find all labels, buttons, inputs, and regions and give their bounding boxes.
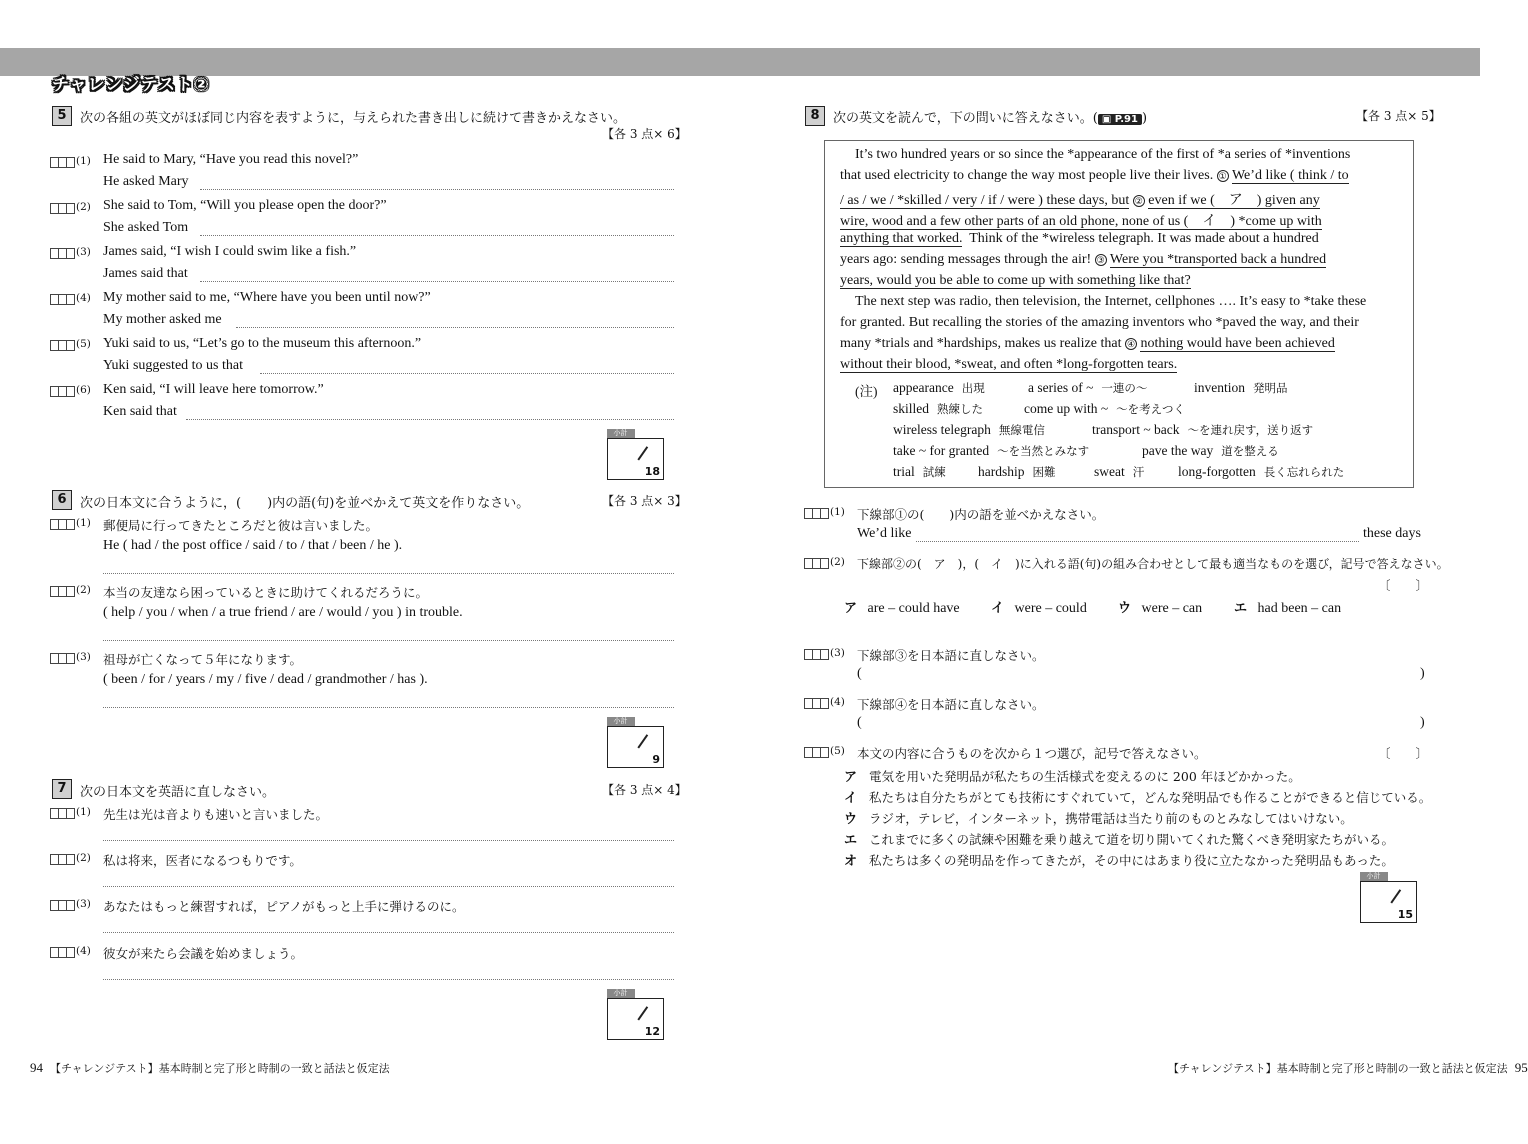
option: ア 電気を用いた発明品が私たちの生活様式を変えるのに 200 年ほどかかった。 <box>844 769 1301 785</box>
answer-paren-open[interactable]: ( <box>857 666 862 681</box>
item-number: (1) <box>76 155 91 167</box>
check-boxes[interactable] <box>50 900 74 911</box>
japanese-sentence: 先生は光は音よりも速いと言いました。 <box>103 807 329 822</box>
subtotal-value: 18 <box>644 465 660 478</box>
check-boxes[interactable] <box>50 808 74 819</box>
check-boxes[interactable] <box>50 586 74 597</box>
japanese-sentence: 郵便局に行ってきたところだと彼は言いました。 <box>103 518 379 533</box>
item-number: (1) <box>830 506 845 518</box>
question-text: Yuki said to us, “Let’s go to the museum this afternoon.” <box>103 336 422 351</box>
item-number: (5) <box>76 338 91 350</box>
question-8-points: 【各 3 点× 5】 <box>1356 109 1441 123</box>
answer-line[interactable] <box>916 541 1359 542</box>
word-order-prompt: ( been / for / years / my / five / dead / grandmother / has ). <box>103 672 428 687</box>
sub-question-text: 本文の内容に合うものを次から１つ選び，記号で答えなさい。 <box>857 746 1207 761</box>
subtotal-box[interactable] <box>607 989 664 1040</box>
check-boxes[interactable] <box>804 558 828 569</box>
instruction-end: ) <box>1141 111 1148 126</box>
question-5-points: 【各 3 点× 6】 <box>602 127 687 141</box>
passage-text: Think of the *wireless telegraph. It was made about a hundred <box>969 231 1319 246</box>
underlined-text-1: / as / we / *skilled / very / if / were ) these days, but <box>840 193 1130 208</box>
underlined-text-4: without their blood, *sweat, and often *long-forgotten tears. <box>840 357 1178 372</box>
note: wireless telegraph 無線電信 <box>893 422 1045 437</box>
check-boxes[interactable] <box>804 649 828 660</box>
item-number: (3) <box>76 246 91 258</box>
passage-line <box>840 189 1320 209</box>
answer-line[interactable] <box>103 932 674 933</box>
item-number: (4) <box>830 696 845 708</box>
question-7-number: 7 <box>52 779 72 799</box>
passage-line <box>840 273 1191 289</box>
passage-line <box>840 168 1349 184</box>
header-bar <box>0 48 1480 76</box>
japanese-sentence: 本当の友達なら困っているときに助けてくれるだろうに。 <box>103 585 429 600</box>
question-text: Ken said, “I will leave here tomorrow.” <box>103 382 324 397</box>
underlined-text-3: Were you *transported back a hundred <box>1109 252 1327 267</box>
underlined-text-2: wire, wood and a few other parts of an old phone, none of us ( イ ) *come up with <box>840 214 1322 229</box>
option: オ 私たちは多くの発明品を作ってきたが，その中にはあまり役に立たなかった発明品もあった。 <box>844 853 1394 869</box>
subtotal-label: 小計 <box>607 429 635 438</box>
option: エ これまでに多くの試練や困難を乗り越えて道を切り開いてくれた驚くべき発明家たちがいる。 <box>844 832 1394 848</box>
sub-question-text: 下線部③を日本語に直しなさい。 <box>857 648 1045 663</box>
answer-start: My mother asked me <box>103 312 222 327</box>
slash-mark <box>637 734 647 748</box>
item-number: (4) <box>76 292 91 304</box>
question-6-points: 【各 3 点× 3】 <box>602 494 687 508</box>
answer-line[interactable] <box>103 886 674 887</box>
book-icon: ▣ <box>1101 114 1112 125</box>
option: イ 私たちは自分たちがとても技術にすぐれていて，どんな発明品でも作ることができると信じている。 <box>844 790 1432 806</box>
underline-marker: ④ <box>1126 338 1136 349</box>
page-reference: P.91 <box>1114 114 1138 125</box>
note: a series of ~ 一連の～ <box>1028 380 1148 395</box>
note: come up with ~ ～を考えつく <box>1024 401 1185 416</box>
answer-bracket[interactable]: 〔 〕 <box>1378 578 1429 593</box>
question-text: She said to Tom, “Will you please open the door?” <box>103 198 387 213</box>
question-7-instruction: 次の日本文を英語に直しなさい。 <box>80 785 276 800</box>
subtotal-label: 小計 <box>1360 872 1388 881</box>
slash-mark <box>637 1006 647 1020</box>
word-order-prompt: ( help / you / when / a true friend / are / would / you ) in trouble. <box>103 605 463 620</box>
passage-line: for granted. But recalling the stories of the amazing inventors who *paved the way, and their <box>840 315 1359 330</box>
page-number-left: 94 <box>30 1060 43 1075</box>
underlined-text-2: anything that worked. <box>840 231 963 246</box>
underlined-text-4: nothing would have been achieved <box>1140 336 1335 351</box>
passage-line <box>840 336 1335 352</box>
answer-end: these days <box>1363 526 1421 541</box>
passage-line <box>840 357 1177 373</box>
slash-mark <box>1390 889 1400 903</box>
question-text: He said to Mary, “Have you read this novel?” <box>103 152 359 167</box>
answer-start: She asked Tom <box>103 220 189 235</box>
footer-right-text: 【チャレンジテスト】基本時制と完了形と時制の一致と話法と仮定法 <box>1168 1062 1508 1075</box>
answer-line[interactable] <box>186 419 674 420</box>
question-6-number: 6 <box>52 490 72 510</box>
note: trial 試練 <box>893 464 946 479</box>
question-5-number: 5 <box>52 106 72 126</box>
passage-line <box>840 210 1322 230</box>
check-boxes[interactable] <box>50 386 74 397</box>
check-boxes[interactable] <box>50 947 74 958</box>
answer-start: Ken said that <box>103 404 177 419</box>
passage-line <box>840 231 1319 247</box>
question-8-instruction <box>833 107 1147 126</box>
subtotal-label: 小計 <box>607 717 635 726</box>
answer-start: Yuki suggested to us that <box>103 358 243 373</box>
answer-line[interactable] <box>200 281 674 282</box>
japanese-sentence: あなたはもっと練習すれば，ピアノがもっと上手に弾けるのに。 <box>103 899 465 914</box>
item-number: (6) <box>76 384 91 396</box>
passage-line: The next step was radio, then television, the Internet, cellphones …. It’s easy to *take these <box>855 294 1367 309</box>
item-number: (1) <box>76 806 91 818</box>
answer-line[interactable] <box>103 707 674 708</box>
answer-line[interactable] <box>200 189 674 190</box>
answer-paren-close: ) <box>1420 666 1425 681</box>
subtotal-label: 小計 <box>607 989 635 998</box>
passage-text: years ago: sending messages through the air! <box>840 252 1092 267</box>
subtotal-box[interactable] <box>1360 872 1417 923</box>
word-order-prompt: He ( had / the post office / said / to / that / been / he ). <box>103 538 403 553</box>
check-boxes[interactable] <box>50 157 74 168</box>
item-number: (3) <box>76 651 91 663</box>
answer-start: We’d like <box>857 526 912 541</box>
item-number: (4) <box>76 945 91 957</box>
passage-line: It’s two hundred years or so since the *appearance of the first of *a series of *inventions <box>855 147 1351 162</box>
note: pave the way 道を整える <box>1142 443 1279 458</box>
passage-text: many *trials and *hardships, makes us realize that <box>840 336 1122 351</box>
subtotal-value: 9 <box>652 753 660 766</box>
underlined-text-2: even if we ( ア ) given any <box>1148 193 1320 208</box>
check-boxes[interactable] <box>50 854 74 865</box>
check-boxes[interactable] <box>50 248 74 259</box>
option: イ were – could <box>991 601 1087 616</box>
check-boxes[interactable] <box>50 653 74 664</box>
note: invention 発明品 <box>1194 380 1288 395</box>
notes-label: (注) <box>855 384 878 399</box>
item-number: (1) <box>76 517 91 529</box>
page-reference-badge[interactable] <box>1098 114 1142 125</box>
answer-start: James said that <box>103 266 188 281</box>
page-title: チャレンジテスト② <box>52 75 210 95</box>
option: ウ were – can <box>1118 601 1203 616</box>
sub-question-text: 下線部①の( )内の語を並べかえなさい。 <box>857 507 1105 522</box>
instruction-text: 次の英文を読んで，下の問いに答えなさい。( <box>833 111 1098 126</box>
answer-line[interactable] <box>103 840 674 841</box>
question-6-instruction: 次の日本文に合うように，( )内の語(句)を並べかえて英文を作りなさい。 <box>80 496 530 511</box>
note: skilled 熟練した <box>893 401 983 416</box>
question-7-points: 【各 3 点× 4】 <box>602 783 687 797</box>
answer-line[interactable] <box>103 979 674 980</box>
japanese-sentence: 祖母が亡くなって５年になります。 <box>103 652 303 667</box>
item-number: (2) <box>76 584 91 596</box>
footer-left-text: 【チャレンジテスト】基本時制と完了形と時制の一致と話法と仮定法 <box>50 1062 390 1075</box>
note: long-forgotten 長く忘れられた <box>1178 464 1345 479</box>
answer-line[interactable] <box>236 327 674 328</box>
note: transport ~ back ～を連れ戻す，送り返す <box>1092 422 1314 437</box>
subtotal-value: 12 <box>644 1025 660 1038</box>
item-number: (3) <box>76 898 91 910</box>
underlined-text-1: We’d like ( think / to <box>1231 168 1349 183</box>
sub-question-text: 下線部②の( ア )，( イ )に入れる語(句)の組み合わせとして最も適当なものを選び，記号で答えなさい。 <box>857 557 1449 571</box>
check-boxes[interactable] <box>50 294 74 305</box>
item-number: (5) <box>830 745 845 757</box>
note: hardship 困難 <box>978 464 1056 479</box>
answer-line[interactable] <box>103 640 674 641</box>
answer-bracket[interactable]: 〔 〕 <box>1378 746 1429 761</box>
note: appearance 出現 <box>893 380 985 395</box>
option: ウ ラジオ，テレビ，インターネット，携帯電話は当たり前のものとみなしてはいけない。 <box>844 811 1353 827</box>
japanese-sentence: 私は将来，医者になるつもりです。 <box>103 853 302 868</box>
answer-line[interactable] <box>103 573 674 574</box>
question-text: James said, “I wish I could swim like a fish.” <box>103 244 357 259</box>
subtotal-box[interactable] <box>607 429 664 480</box>
item-number: (2) <box>76 201 91 213</box>
question-5-instruction: 次の各組の英文がほぼ同じ内容を表すように，与えられた書き出しに続けて書きかえなさい。 <box>80 111 627 126</box>
passage-text: that used electricity to change the way most people live their lives. <box>840 168 1214 183</box>
item-number: (3) <box>830 647 845 659</box>
note: take ~ for granted ～を当然とみなす <box>893 443 1090 458</box>
footer-left <box>30 1060 390 1076</box>
check-boxes[interactable] <box>50 340 74 351</box>
subtotal-value: 15 <box>1397 908 1413 921</box>
option: エ had been – can <box>1234 601 1342 616</box>
passage-line <box>840 252 1326 268</box>
item-number: (2) <box>76 852 91 864</box>
answer-line[interactable] <box>200 235 674 236</box>
slash-mark <box>637 446 647 460</box>
underline-marker: ③ <box>1096 254 1105 265</box>
underline-marker: ① <box>1218 170 1227 181</box>
item-number: (2) <box>830 556 845 568</box>
page-number-right: 95 <box>1514 1060 1528 1075</box>
underline-marker: ② <box>1134 195 1143 206</box>
note: sweat 汗 <box>1094 464 1145 479</box>
question-8-number: 8 <box>805 106 825 126</box>
answer-start: He asked Mary <box>103 174 189 189</box>
sub-question-text: 下線部④を日本語に直しなさい。 <box>857 697 1045 712</box>
question-text: My mother said to me, “Where have you been until now?” <box>103 290 431 305</box>
subtotal-box[interactable] <box>607 717 664 768</box>
answer-paren-close: ) <box>1420 715 1425 730</box>
japanese-sentence: 彼女が来たら会議を始めましょう。 <box>103 946 304 961</box>
answer-line[interactable] <box>260 373 674 374</box>
check-boxes[interactable] <box>50 519 74 530</box>
option: ア are – could have <box>844 601 960 616</box>
footer-right <box>1168 1060 1528 1076</box>
underlined-text-3: years, would you be able to come up with something like that? <box>840 273 1191 288</box>
check-boxes[interactable] <box>50 203 74 214</box>
check-boxes[interactable] <box>804 698 828 709</box>
answer-paren-open[interactable]: ( <box>857 715 862 730</box>
check-boxes[interactable] <box>804 747 828 758</box>
check-boxes[interactable] <box>804 508 828 519</box>
